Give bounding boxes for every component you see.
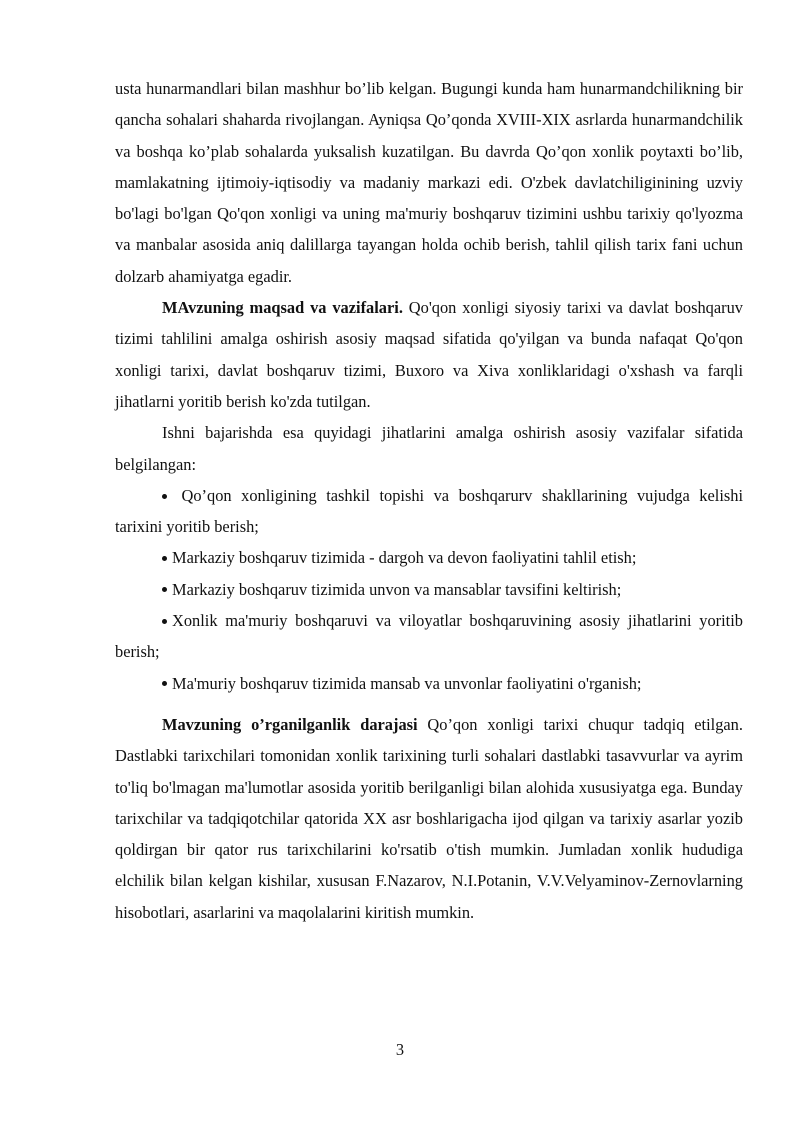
- study-paragraph: [115, 709, 743, 928]
- study-heading: Mavzuning o’rganilganlik darajasi: [162, 714, 418, 734]
- tasks-list: [115, 480, 743, 699]
- list-item-text: Qo’qon xonligining tashkil topishi va boshqarurv shakllarining vujudga kelishi tarixini yoritib berish;: [115, 485, 743, 537]
- bullet-icon: [162, 494, 167, 499]
- intro-paragraph: usta hunarmandlari bilan mashhur bo’lib kelgan. Bugungi kunda ham hunarmandchilikning bir qancha sohalari shaharda rivojlangan. Ayniqsa Qo’qonda XVIII-XIX asrlarda hunarmandchilik va boshqa ko’plab sohalarda yuksalish kuzatilgan. Bu davrda Qo’qon xonlik poytaxti bo’lib, mamlakatning ijtimoiy-iqtisodiy va madaniy markazi edi. O'zbek davlatchiliginining uzviy bo'lagi bo'lgan Qo'qon xonligi va uning ma'muriy boshqaruv tizimini ushbu tarixiy qo'lyozma va manbalar asosida aniq dalillarga tayangan holda ochib berish, tahlil qilish tarix fani uchun dolzarb ahamiyatga egadir.: [115, 79, 743, 286]
- list-item: [115, 574, 743, 605]
- bullet-icon: [162, 556, 167, 561]
- list-item: [115, 668, 743, 699]
- list-item-text: Xonlik ma'muriy boshqaruvi va viloyatlar boshqaruvining asosiy jihatlarini yoritib berish;: [115, 611, 743, 662]
- goals-heading: MAvzuning maqsad va vazifalari.: [162, 298, 403, 318]
- goals-text: Qo'qon xonligi siyosiy tarixi va davlat boshqaruv tizimi tahlilini amalga oshirish asosiy maqsad sifatida qo'yilgan va bunda nafaqat Qo'qon xonligi tarixi, davlat boshqaruv tizimi, Buxoro va Xiva xonliklaridagi o'xshash va farqli jihatlarni yoritib berish ko'zda tutilgan.: [115, 298, 743, 411]
- list-item-text: Markaziy boshqaruv tizimida - dargoh va devon faoliyatini tahlil etish;: [172, 548, 637, 568]
- page-number: 3: [395, 1040, 405, 1059]
- bullet-icon: [162, 681, 167, 686]
- bullet-icon: [162, 587, 167, 592]
- list-item-text: Ma'muriy boshqaruv tizimida mansab va unvonlar faoliyatini o'rganish;: [172, 673, 642, 693]
- list-item: [115, 480, 743, 543]
- study-text: Qo’qon xonligi tarixi chuqur tadqiq etilgan. Dastlabki tarixchilari tomonidan xonlik tarixining turli sohalari dastlabki tasavvurlar va ayrim to'liq bo'lmagan ma'lumotlar asosida yoritib berilganligi bilan alohida xususiyatga ega. Bunday tarixchilar va tadqiqotchilar qatorida XX asr boshlarigacha ijod qilgan va tarixiy asarlar yozib qoldirgan bir qator rus tarixchilarini ko'rsatib o'tish mumkin. Jumladan xonlik hududiga elchilik bilan kelgan kishilar, xususan F.Nazarov, N.I.Potanin, V.V.Velyaminov-Zernovlarning hisobotlari, asarlarini va maqolalarini kiritish mumkin.: [115, 714, 743, 922]
- tasks-intro-paragraph: Ishni bajarishda esa quyidagi jihatlarini amalga oshirish asosiy vazifalar sifatida belgilangan:: [115, 423, 743, 474]
- document-page: [115, 73, 743, 928]
- goals-paragraph: [115, 292, 743, 417]
- list-item-text: Markaziy boshqaruv tizimida unvon va mansablar tavsifini keltirish;: [172, 579, 622, 599]
- list-item: [115, 605, 743, 668]
- list-item: [115, 542, 743, 573]
- bullet-icon: [162, 619, 167, 624]
